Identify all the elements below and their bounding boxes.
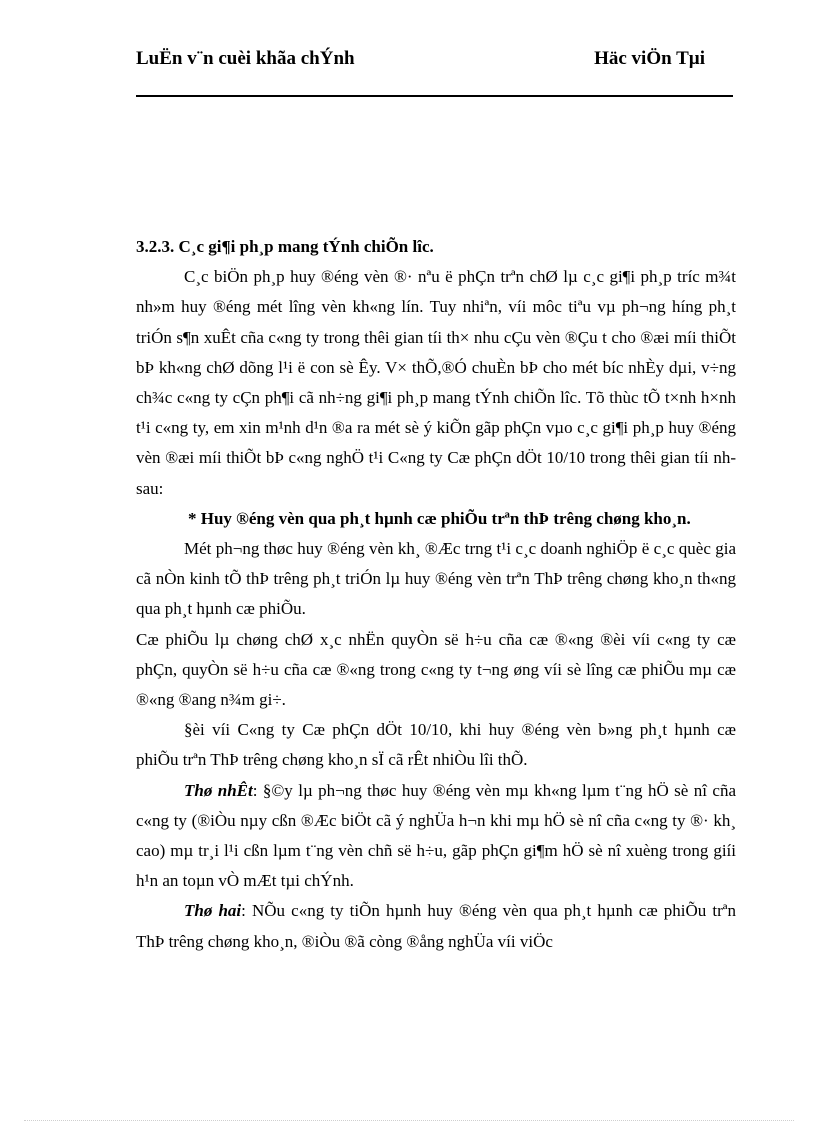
header-thesis-title: LuËn v¨n cuèi khãa chÝnh <box>136 48 355 69</box>
second-advantage-label: Thø hai <box>184 901 242 921</box>
page-bottom-border <box>24 1120 794 1121</box>
paragraph-stock-definition: Cæ phiÕu lµ chøng chØ x¸c nhËn quyÒn së h÷u cña cæ ®«ng ®èi víi c«ng ty cæ phÇn, quyÒn së h÷u cña cæ ®«ng trong c«ng ty t¬ng øng víi sè lîng cæ phiÕu mµ cæ ®«ng ®ang n¾m gi÷. <box>136 629 736 710</box>
page-header <box>136 44 733 96</box>
paragraph-method: Mét ph¬ng thøc huy ®éng vèn kh¸ ®Æc trng t¹i c¸c doanh nghiÖp ë c¸c quèc gia cã nÒn kinh tÕ thÞ trêng ph¸t triÓn lµ huy ®éng vèn trªn ThÞ trêng chøng kho¸n th«ng qua ph¸t hµnh cæ phiÕu. <box>136 539 736 619</box>
header-divider <box>136 95 733 97</box>
paragraph-first-advantage <box>136 776 736 897</box>
paragraph-intro: C¸c biÖn ph¸p huy ®éng vèn ®· nªu ë phÇn trªn chØ lµ c¸c gi¶i ph¸p tríc m¾t nh»m huy ®éng mét lîng vèn kh«ng lín. Tuy nhiªn, víi môc tiªu vµ ph¬ng híng ph¸t triÓn s¶n xuÊt cña c«ng ty trong thêi gian tíi th× nhu cÇu vèn ®Çu t cho ®æi míi thiÕt bÞ kh«ng chØ dõng l¹i ë con sè Êy. V× thÕ,®Ó chuÈn bÞ cho mét bíc nhÈy dµi, v÷ng ch¾c c«ng ty cÇn ph¶i cã nh÷ng gi¶i ph¸p mang tÝnh chiÕn lîc. Tõ thùc tÕ t×nh h×nh t¹i c«ng ty, em xin m¹nh d¹n ®a ra mét sè ý kiÕn gãp phÇn vµo c¸c gi¶i ph¸p huy ®éng vèn ®æi míi thiÕt bÞ c«ng nghÖ t¹i C«ng ty Cæ phÇn dÖt 10/10 trong thêi gian tíi nh sau: <box>136 267 736 498</box>
document-body <box>136 232 736 957</box>
first-advantage-text: : §©y lµ ph¬ng thøc huy ®éng vèn mµ kh«ng lµm t¨ng hÖ sè nî cña c«ng ty (®iÒu nµy cßn ®Æc biÖt cã ý nghÜa h¬n khi mµ hÖ sè nî cña c«ng ty ®· kh¸ cao) mµ tr¸i l¹i cßn lµm t¨ng vèn chñ së h÷u, gãp phÇn gi¶m hÖ sè nî xuèng trong giíi h¹n an toµn vÒ mÆt tµi chÝnh. <box>136 780 736 891</box>
second-advantage-text: : NÕu c«ng ty tiÕn hµnh huy ®éng vèn qua ph¸t hµnh cæ phiÕu trªn ThÞ trêng chøng kho¸n, ®iÒu ®ã còng ®ång nghÜa víi viÖc <box>136 901 736 951</box>
header-institution: Häc viÖn Tµi <box>594 48 705 69</box>
paragraph-advantages: §èi víi C«ng ty Cæ phÇn dÖt 10/10, khi huy ®éng vèn b»ng ph¸t hµnh cæ phiÕu trªn ThÞ trêng chøng kho¸n sÏ cã rÊt nhiÒu lîi thÕ. <box>136 720 736 770</box>
paragraph-second-advantage <box>136 896 736 956</box>
section-heading: 3.2.3. C¸c gi¶i ph¸p mang tÝnh chiÕn lîc. <box>136 237 434 256</box>
subheading-stock-issuance: * Huy ®éng vèn qua ph¸t hµnh cæ phiÕu trªn thÞ trêng chøng kho¸n. <box>188 508 691 528</box>
first-advantage-label: Thø nhÊt <box>184 780 253 800</box>
